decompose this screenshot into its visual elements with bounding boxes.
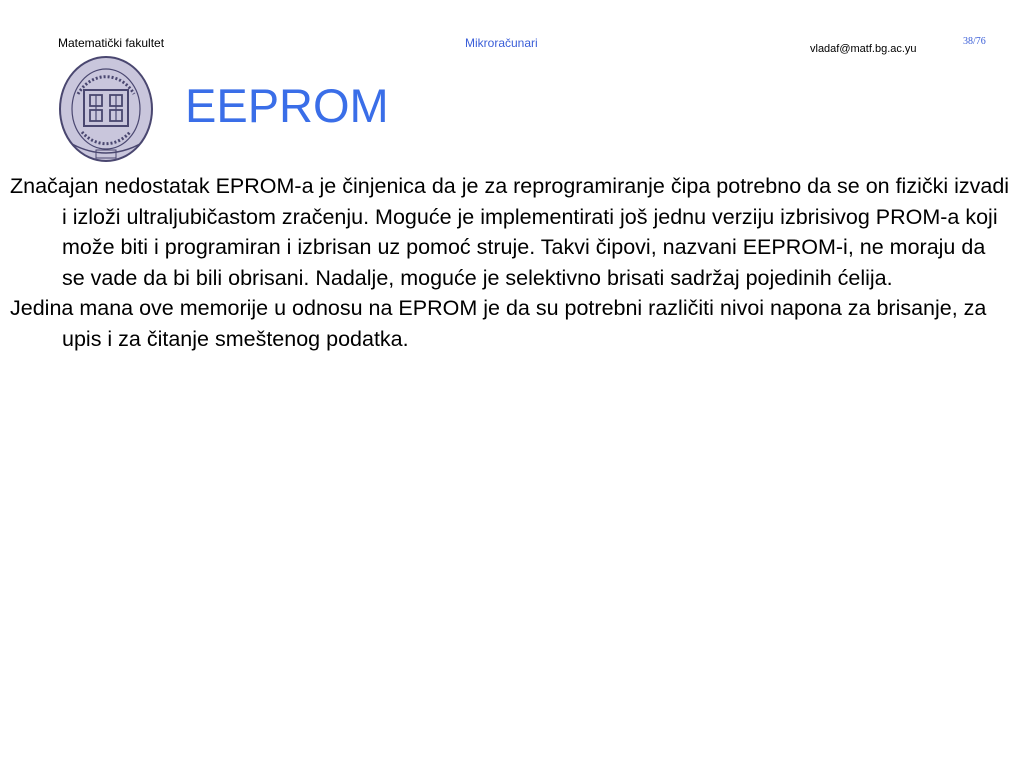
faculty-seal-logo [58,54,155,166]
body-paragraph-1: Značajan nedostatak EPROM-a je činjenica da je za reprogramiranje čipa potrebno da se on fizički izvadi i izloži ultraljubičastom zračenju. Moguće je implementirati još jednu verziju izbrisivog PROM-a koji može biti i programiran i izbrisan uz pomoć struje. Takvi čipovi, nazvani EEPROM-i, ne moraju da se vade da bi bili obrisani. Nadalje, moguće je selektivno brisati sadržaj pojedinih ćelija. [10,174,1010,290]
page-indicator: 38/76 [963,36,986,47]
course-label: Mikroračunari [465,36,538,50]
slide-body [10,171,1010,354]
institution-label: Matematički fakultet [58,36,165,50]
body-paragraph-2: Jedina mana ove memorije u odnosu na EPROM je da su potrebni različiti nivoi napona za brisanje, za upis i za čitanje smeštenog podatka. [10,296,987,351]
author-email: vladaf@matf.bg.ac.yu [810,43,917,55]
slide-title: EEPROM [185,79,389,132]
